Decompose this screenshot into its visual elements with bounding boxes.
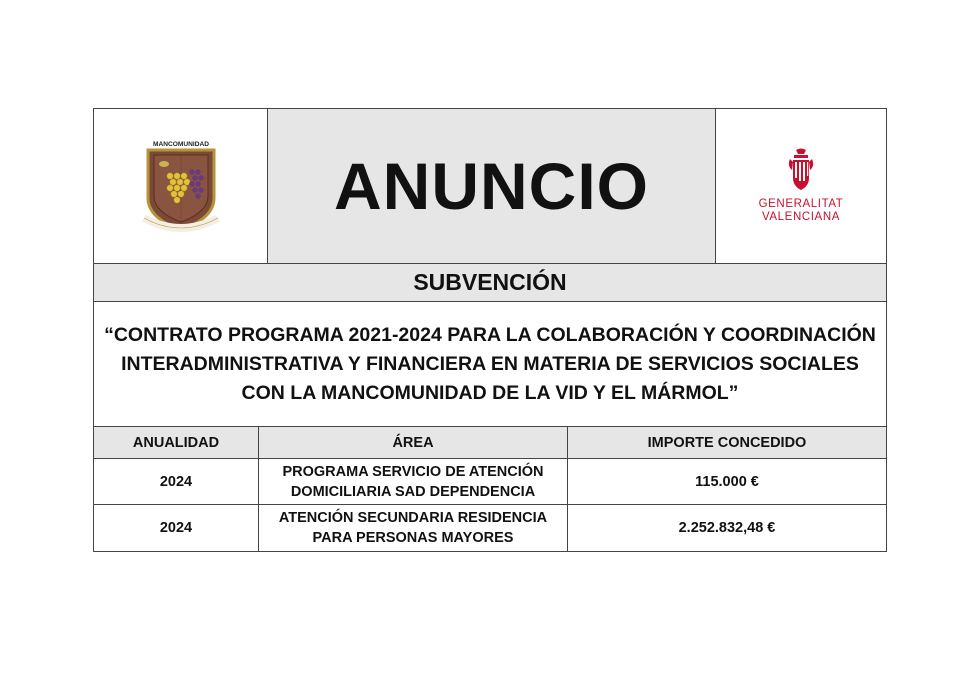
table-row	[94, 459, 886, 505]
table-row	[94, 505, 886, 551]
generalitat-logo	[716, 109, 886, 263]
description-row	[94, 302, 886, 427]
page-title: ANUNCIO	[334, 149, 649, 223]
cell-area: PROGRAMA SERVICIO DE ATENCIÓN DOMICILIARIA SAD DEPENDENCIA	[259, 459, 568, 504]
cell-anualidad: 2024	[94, 505, 259, 551]
mancomunidad-logo	[94, 109, 268, 263]
column-header-area: ÁREA	[259, 427, 568, 458]
title-cell	[268, 109, 716, 263]
subtitle: SUBVENCIÓN	[413, 269, 567, 295]
column-header-anualidad: ANUALIDAD	[94, 427, 259, 458]
cell-importe: 115.000 €	[695, 473, 759, 490]
table-header-row	[94, 427, 886, 459]
column-header-importe: IMPORTE CONCEDIDO	[647, 434, 807, 451]
description-text: “CONTRATO PROGRAMA 2021-2024 PARA LA COLABORACIÓN Y COORDINACIÓN INTERADMINISTRATIVA Y FINANCIERA EN MATERIA DE SERVICIOS SOCIALES CON LA MANCOMUNIDAD DE LA VID Y EL MÁRMOL”	[104, 323, 876, 404]
mancomunidad-shield-icon	[140, 138, 222, 234]
subtitle-row	[94, 264, 886, 302]
announcement-document	[93, 108, 887, 552]
generalitat-logo-line1: GENERALITAT	[758, 198, 844, 210]
cell-importe: 2.252.832,48 €	[678, 520, 776, 536]
generalitat-logo-text	[759, 198, 844, 224]
cell-area: ATENCIÓN SECUNDARIA RESIDENCIA PARA PERSONAS MAYORES	[259, 505, 568, 551]
cell-anualidad: 2024	[94, 459, 259, 504]
generalitat-logo-line2: VALENCIANA	[761, 211, 840, 223]
generalitat-valenciana-logo-icon	[784, 148, 818, 192]
mancomunidad-logo-top-text: MANCOMUNIDAD	[152, 141, 209, 148]
header-row	[94, 109, 886, 264]
